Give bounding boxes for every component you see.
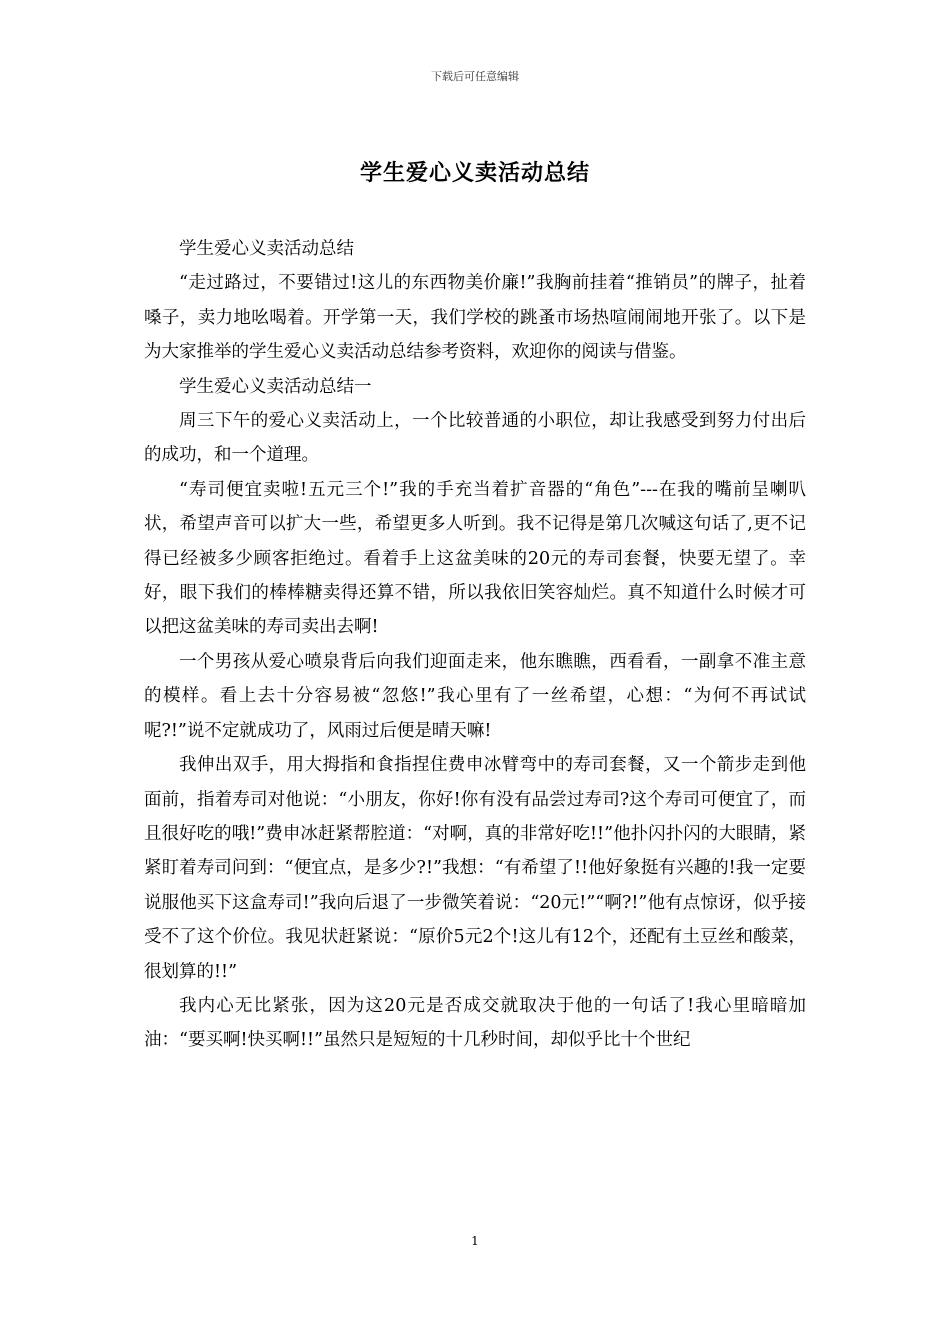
document-title: 学生爱心义卖活动总结	[359, 160, 590, 186]
header-note: 下载后可任意编辑	[431, 70, 519, 83]
paragraph: 我内心无比紧张，因为这20元是否成交就取决于他的一句话了!我心里暗暗加油：“要买啊!快买啊!!”虽然只是短短的十几秒时间，却似乎比十个世纪	[144, 995, 806, 1051]
paragraph: 学生爱心义卖活动总结一	[179, 376, 372, 397]
paragraph: 一个男孩从爱心喷泉背后向我们迎面走来，他东瞧瞧，西看看，一副拿不准主意的模样。看上去十分容易被“忽悠!”我心里有了一丝希望，心想：“为何不再试试呢?!”说不定就成功了，风雨过后便是晴天嘛!	[144, 651, 806, 741]
paragraph: 周三下午的爱心义卖活动上，一个比较普通的小职位，却让我感受到努力付出后的成功，和一个道理。	[144, 411, 806, 466]
page-number: 1	[471, 1234, 479, 1248]
paragraph: 我伸出双手，用大拇指和食指捏住费申冰臂弯中的寿司套餐，又一个箭步走到他面前，指着寿司对他说：“小朋友，你好!你有没有品尝过寿司?这个寿司可便宜了，而且很好吃的哦!”费申冰赶紧帮腔道：“对啊，真的非常好吃!!”他扑闪扑闪的大眼睛，紧紧盯着寿司问到：“便宜点，是多少?!”我想：“有希望了!!他好象挺有兴趣的!我一定要说服他买下这盒寿司!”我向后退了一步微笑着说：“20元!”“啊?!”他有点惊讶，似乎接受不了这个价位。我见状赶紧说：“原价5元2个!这儿有12个，还配有土豆丝和酸菜，很划算的!!”	[144, 755, 806, 982]
paragraph: “寿司便宜卖啦!五元三个!”我的手充当着扩音器的“角色”---在我的嘴前呈喇叭状，希望声音可以扩大一些，希望更多人听到。我不记得是第几次喊这句话了,更不记得已经被多少顾客拒绝过。看着手上这盆美味的20元的寿司套餐，快要无望了。幸好，眼下我们的棒棒糖卖得还算不错，所以我依旧笑容灿烂。真不知道什么时候才可以把这盆美味的寿司卖出去啊!	[144, 479, 806, 638]
paragraph: “走过路过，不要错过!这儿的东西物美价廉!”我胸前挂着“推销员”的牌子，扯着嗓子，卖力地吆喝着。开学第一天，我们学校的跳蚤市场热喧闹闹地开张了。以下是为大家推举的学生爱心义卖活动总结参考资料，欢迎你的阅读与借鉴。	[144, 273, 806, 363]
document-body	[144, 232, 806, 1058]
paragraph: 学生爱心义卖活动总结	[179, 239, 354, 259]
